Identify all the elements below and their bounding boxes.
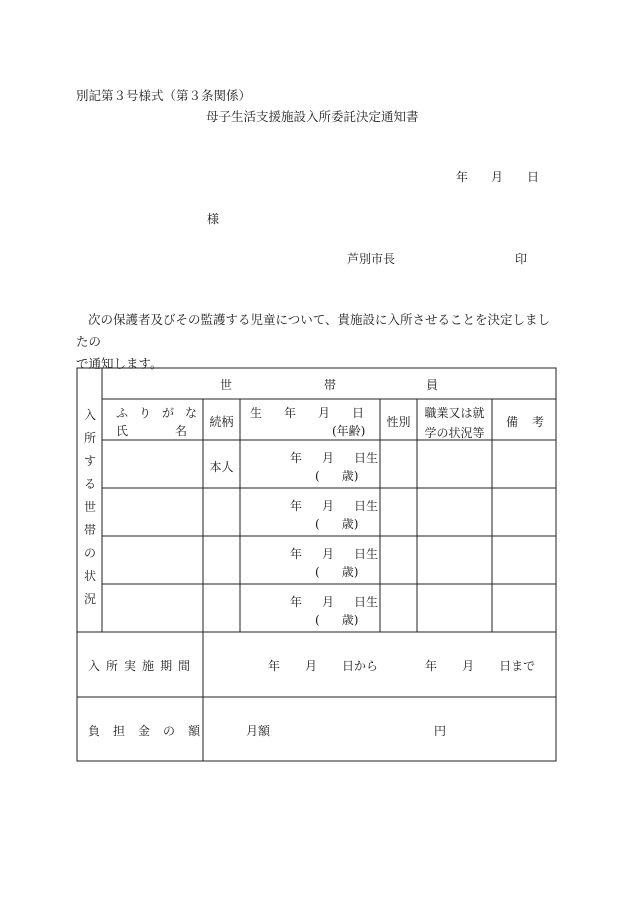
row-age: ( 歳) [315,565,359,579]
date-year-label: 年 [456,170,469,184]
date-day-label: 日 [527,170,540,184]
remarks-header: 備 考 [506,415,545,429]
seal-mark: 印 [515,252,528,266]
occupation-header: 職業又は就 学の状況等 [424,406,485,440]
addressee-honorific: 様 [207,212,220,226]
relation-header: 続柄 [209,415,234,429]
row-birth-date: 年 月 日生 [290,595,379,609]
fee-amount-label: 負 担 金 の 額 [88,724,201,738]
row-birth-date: 年 月 日生 [290,451,379,465]
row-age: ( 歳) [315,613,359,627]
document-title: 母子生活支援施設入所委託決定通知書 [206,109,419,124]
self-relation-label: 本人 [209,460,234,474]
form-number-label: 別記第３号様式（第３条関係） [76,88,252,103]
monthly-fee-label: 月額 [246,724,271,738]
row-age: ( 歳) [315,469,359,483]
row-birth-date: 年 月 日生 [290,499,379,513]
row-age: ( 歳) [315,517,359,531]
household-status-side-label: 入 所 す る 世 帯 の 状 況 [83,408,96,606]
sex-header: 性別 [386,415,411,429]
body-line-2: で通知します。 [76,356,163,371]
name-header: 氏 名 [116,424,188,438]
admission-period-label: 入 所 実 施 期 間 [88,659,191,673]
body-line-1: 次の保護者及びその監護する児童について、貴施設に入所させることを決定しましたの [76,312,551,349]
row-birth-date: 年 月 日生 [290,547,379,561]
date-month-label: 月 [491,170,504,184]
issuer-name: 芦別市長 [347,252,396,266]
furigana-header: ふ り が な [116,406,198,420]
yen-unit-label: 円 [434,724,447,738]
admission-period-value: 年 月 日から 年 月 日まで [268,659,536,673]
birthdate-header: 生 年 月 日 [250,406,365,420]
age-header: (年齢) [332,424,366,438]
